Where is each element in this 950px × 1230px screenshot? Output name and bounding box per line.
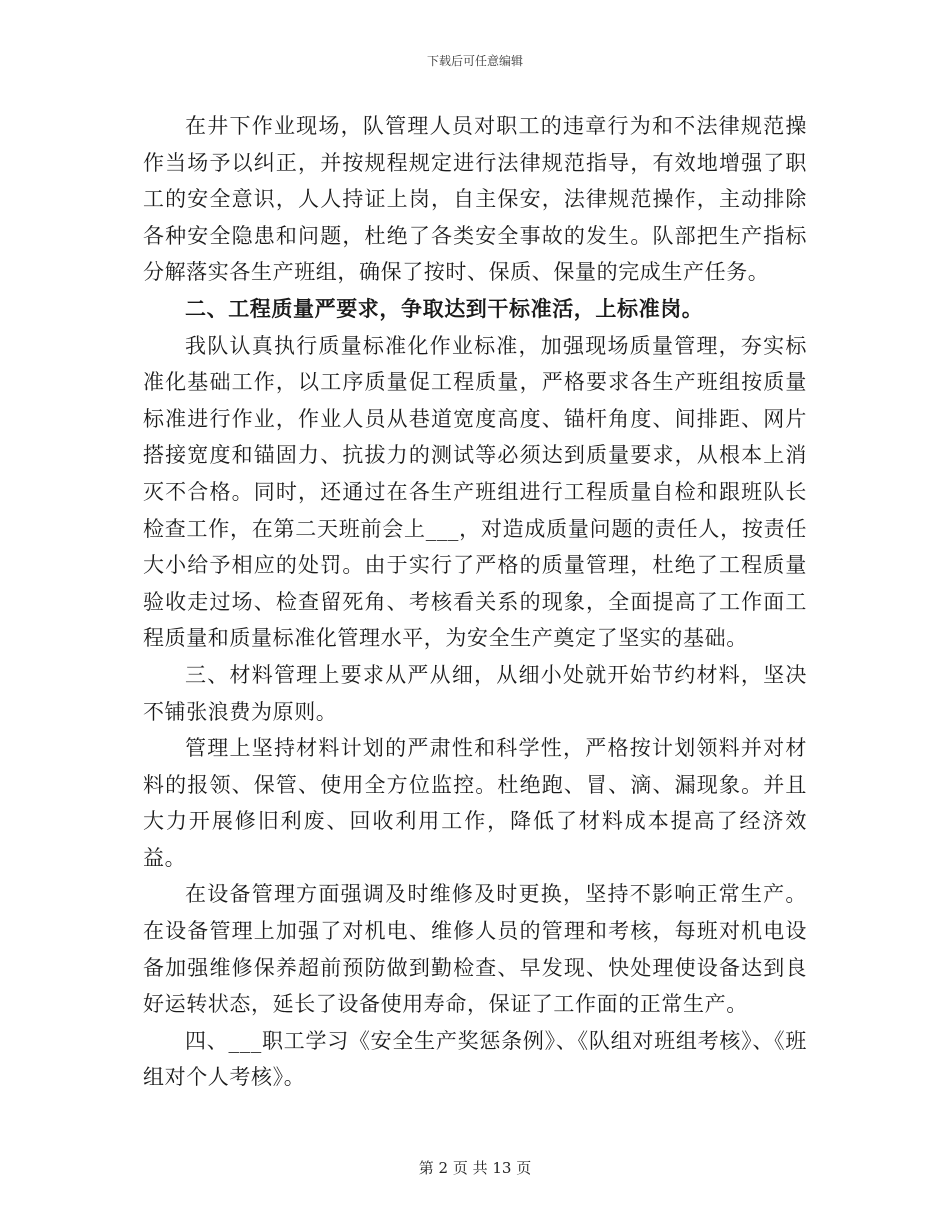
document-body — [143, 108, 807, 1096]
section-heading-materials: 三、材料管理上要求从严从细，从细小处就开始节约材料，坚决不铺张浪费为原则。 — [143, 662, 807, 724]
page-header: 下载后可任意编辑 — [426, 54, 523, 68]
page-number: 第 2 页 共 13 页 — [418, 1159, 532, 1177]
paragraph-site-management: 在井下作业现场，队管理人员对职工的违章行为和不法律规范操作当场予以纠正，并按规程规定进行法律规范指导，有效地增强了职工的安全意识，人人持证上岗，自主保安，法律规范操作，主动排除各种安全隐患和问题，杜绝了各类安全事故的发生。队部把生产指标分解落实各生产班组，确保了按时、保质、保量的完成生产任务。 — [143, 114, 807, 285]
paragraph-materials-management: 管理上坚持材料计划的严肃性和科学性，严格按计划领料并对材料的报领、保管、使用全方位监控。杜绝跑、冒、滴、漏现象。并且大力开展修旧利废、回收利用工作，降低了材料成本提高了经济效益。 — [143, 736, 807, 870]
paragraph-equipment-management: 在设备管理方面强调及时维修及时更换，坚持不影响正常生产。在设备管理上加强了对机电、维修人员的管理和考核，每班对机电设备加强维修保养超前预防做到勤检查、早发现、快处理使设备达到良好运转状态，延长了设备使用寿命，保证了工作面的正常生产。 — [143, 882, 807, 1017]
section-heading-quality: 二、工程质量严要求，争取达到干标准活，上标准岗。 — [185, 295, 704, 321]
section-heading-training: 四、___职工学习《安全生产奖惩条例》、《队组对班组考核》、《班组对个人考核》。 — [143, 1028, 807, 1090]
paragraph-quality-management: 我队认真执行质量标准化作业标准，加强现场质量管理，夯实标准化基础工作，以工序质量促工程质量，严格要求各生产班组按质量标准进行作业，作业人员从巷道宽度高度、锚杆角度、间排距、网片搭接宽度和锚固力、抗拔力的测试等必须达到质量要求，从根本上消灭不合格。同时，还通过在各生产班组进行工程质量自检和跟班队长检查工作，在第二天班前会上___，对造成质量问题的责任人，按责任大小给予相应的处罚。由于实行了严格的质量管理，杜绝了工程质量验收走过场、检查留死角、考核看关系的现象，全面提高了工作面工程质量和质量标准化管理水平，为安全生产奠定了坚实的基础。 — [143, 333, 807, 651]
